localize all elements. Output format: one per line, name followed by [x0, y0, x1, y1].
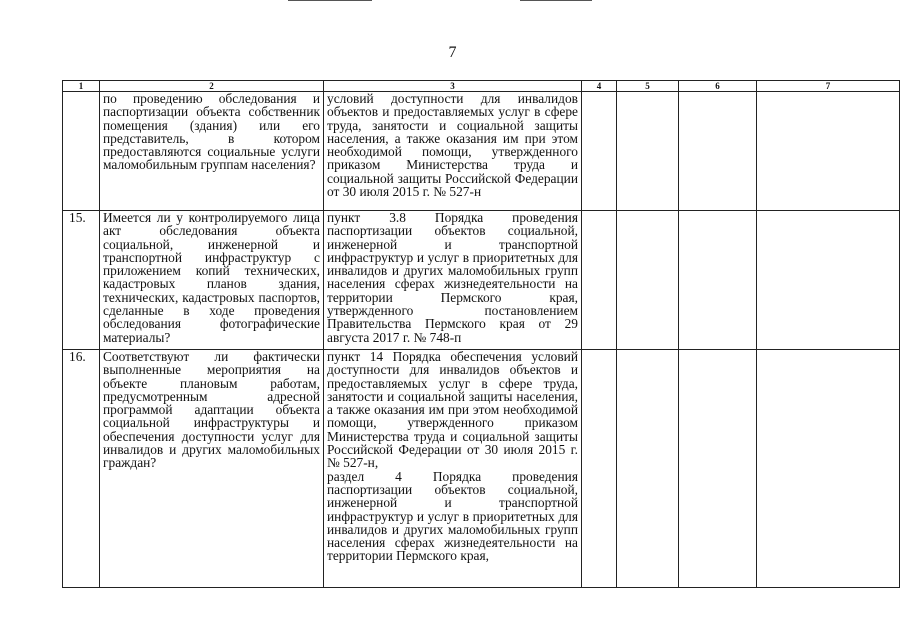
- legal-basis-cell: условий доступности для инвалидов объектов и предоставляемых услуг в сфере труда, занятости и социальной защиты населения, а также оказания им при этом необходимой помощи, утвержденного приказом Министерства труда и социальной защиты Российской Федерации от 30 июля 2015 г. № 527-н: [324, 92, 582, 211]
- scan-edge-line-right: [520, 0, 592, 1]
- row-number: 15.: [63, 211, 100, 350]
- column-header: 3: [324, 81, 582, 92]
- table-row: [63, 350, 900, 588]
- notes-cell[interactable]: [757, 211, 900, 350]
- question-cell: по проведению обследования и паспортизации объекта собственник помещения (здания) или его представитель, в котором предоставляются социальные услуги маломобильным группам населения?: [100, 92, 324, 211]
- column-header: 7: [757, 81, 900, 92]
- answer-cell[interactable]: [679, 350, 757, 588]
- answer-cell[interactable]: [679, 92, 757, 211]
- notes-cell[interactable]: [757, 350, 900, 588]
- table-row: [63, 92, 900, 211]
- column-header: 6: [679, 81, 757, 92]
- row-number: [63, 92, 100, 211]
- answer-cell[interactable]: [617, 211, 679, 350]
- column-header: 5: [617, 81, 679, 92]
- question-cell: Имеется ли у контролируемого лица акт обследования объекта социальной, инженерной и транспортной инфраструктур с приложением копий технических, кадастровых планов здания, технических, кадастровых паспортов, сделанные в ходе проведения обследования фотографические материалы?: [100, 211, 324, 350]
- answer-cell[interactable]: [617, 350, 679, 588]
- notes-cell[interactable]: [757, 92, 900, 211]
- column-header: 1: [63, 81, 100, 92]
- table-row: [63, 211, 900, 350]
- legal-basis-cell: пункт 3.8 Порядка проведения паспортизации объектов социальной, инженерной и транспортной инфраструктур и услуг в приоритетных для инвалидов и других маломобильных групп населения сферах жизнедеятельности на территории Пермского края, утвержденного постановлением Правительства Пермского края от 29 августа 2017 г. № 748-п: [324, 211, 582, 350]
- answer-cell[interactable]: [582, 92, 617, 211]
- answer-cell[interactable]: [582, 211, 617, 350]
- legal-basis-cell: пункт 14 Порядка обеспечения условий доступности для инвалидов объектов и предоставляемых услуг в сфере труда, занятости и социальной защиты населения, а также оказания им при этом необходимой помощи, утвержденного приказом Министерства труда и социальной защиты Российской Федерации от 30 июля 2015 г. № 527-н, раздел 4 Порядка проведения паспортизации объектов социальной, инженерной и транспортной инфраструктур и услуг в приоритетных для инвалидов и других маломобильных групп населения сферах жизнедеятельности на территории Пермского края,: [324, 350, 582, 588]
- answer-cell[interactable]: [679, 211, 757, 350]
- row-number: 16.: [63, 350, 100, 588]
- column-header: 2: [100, 81, 324, 92]
- column-header: 4: [582, 81, 617, 92]
- table-header-row: [63, 81, 900, 92]
- answer-cell[interactable]: [582, 350, 617, 588]
- question-cell: Соответствуют ли фактически выполненные мероприятия на объекте плановым работам, предусмотренным адресной программой адаптации объекта социальной инфраструктуры и обеспечения доступности услуг для инвалидов и других маломобильных граждан?: [100, 350, 324, 588]
- page-number: 7: [448, 44, 457, 61]
- answer-cell[interactable]: [617, 92, 679, 211]
- checklist-table: [62, 80, 900, 588]
- scan-edge-line-left: [288, 0, 372, 1]
